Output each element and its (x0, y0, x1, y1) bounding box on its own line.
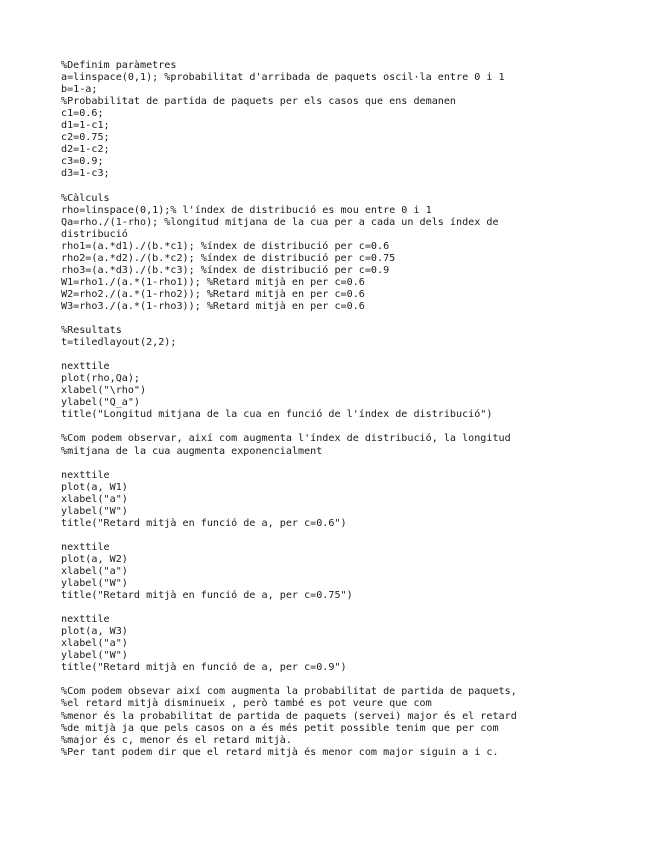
code-line: b=1-a; (61, 84, 98, 96)
code-line: rho=linspace(0,1);% l'índex de distribució es mou entre 0 i 1 (61, 204, 432, 216)
code-line: c3=0.9; (61, 156, 104, 168)
blank-line (61, 180, 631, 192)
code-line: a=linspace(0,1); %probabilitat d'arribada de paquets oscil·la entre 0 i 1 (61, 72, 505, 84)
code-line: %Probabilitat de partida de paquets per els casos que ens demanen (61, 96, 457, 108)
code-line: W2=rho2./(a.*(1-rho2)); %Retard mitjà en per c=0.6 (61, 288, 365, 300)
code-line: xlabel("a") (61, 493, 128, 505)
code-line: d3=1-c3; (61, 168, 110, 180)
code-line: W1=rho1./(a.*(1-rho1)); %Retard mitjà en per c=0.6 (61, 276, 365, 288)
code-line: Qa=rho./(1-rho); %longitud mitjana de la cua per a cada un dels índex de (61, 216, 499, 228)
code-line: %menor és la probabilitat de partida de paquets (servei) major és el retard (61, 710, 517, 722)
code-line: xlabel("\rho") (61, 385, 147, 397)
blank-line (61, 349, 631, 361)
code-line: title("Retard mitjà en funció de a, per c=0.75") (61, 590, 353, 602)
code-line: %Com podem obsevar així com augmenta la probabilitat de partida de paquets, (61, 686, 517, 698)
code-line: ylabel("W") (61, 578, 128, 590)
code-listing (61, 60, 631, 759)
code-line: d2=1-c2; (61, 144, 110, 156)
blank-line (61, 421, 631, 433)
code-line: distribució (61, 228, 128, 240)
code-line: xlabel("a") (61, 565, 128, 577)
code-line: d1=1-c1; (61, 120, 110, 132)
code-line: title("Longitud mitjana de la cua en funció de l'índex de distribució") (61, 409, 493, 421)
code-line: c2=0.75; (61, 132, 110, 144)
blank-line (61, 530, 631, 542)
code-line: %de mitjà ja que pels casos on a és més petit possible tenim que per com (61, 722, 499, 734)
code-line: t=tiledlayout(2,2); (61, 337, 177, 349)
conclusion-block (61, 686, 631, 758)
comment-qa-block (61, 433, 631, 457)
code-line: c1=0.6; (61, 108, 104, 120)
code-line: %el retard mitjà disminueix , però també es pot veure que com (61, 698, 432, 710)
results-block (61, 325, 631, 349)
code-line: %major és c, menor és el retard mitjà. (61, 734, 292, 746)
blank-line (61, 602, 631, 614)
code-line: plot(rho,Qa); (61, 373, 141, 385)
code-line: plot(a, W2) (61, 553, 128, 565)
code-line: %Per tant podem dir que el retard mitjà és menor com major siguin a i c. (61, 746, 499, 758)
code-line: nexttile (61, 541, 110, 553)
code-line: ylabel("Q_a") (61, 397, 141, 409)
blank-line (61, 458, 631, 470)
plot-w1-block (61, 470, 631, 530)
code-line: %mitjana de la cua augmenta exponencialment (61, 445, 323, 457)
code-line: xlabel("a") (61, 638, 128, 650)
code-line: title("Retard mitjà en funció de a, per c=0.9") (61, 662, 347, 674)
code-line: nexttile (61, 614, 110, 626)
code-line: %Definim paràmetres (61, 60, 177, 71)
parameters-block (61, 60, 631, 180)
code-line: %Com podem observar, així com augmenta l'índex de distribució, la longitud (61, 433, 511, 445)
code-line: ylabel("W") (61, 505, 128, 517)
code-line: nexttile (61, 469, 110, 481)
code-line: rho1=(a.*d1)./(b.*c1); %índex de distribució per c=0.6 (61, 240, 390, 252)
code-line: title("Retard mitjà en funció de a, per c=0.6") (61, 517, 347, 529)
plot-w3-block (61, 614, 631, 674)
calculations-block (61, 193, 631, 313)
plot-w2-block (61, 542, 631, 602)
code-line: ylabel("W") (61, 650, 128, 662)
code-line: plot(a, W3) (61, 626, 128, 638)
blank-line (61, 313, 631, 325)
code-line: rho2=(a.*d2)./(b.*c2); %índex de distribució per c=0.75 (61, 252, 396, 264)
plot-qa-block (61, 361, 631, 421)
code-line: %Resultats (61, 325, 122, 337)
code-line: %Càlculs (61, 192, 110, 204)
code-line: plot(a, W1) (61, 481, 128, 493)
code-line: nexttile (61, 361, 110, 373)
blank-line (61, 674, 631, 686)
code-line: rho3=(a.*d3)./(b.*c3); %índex de distribució per c=0.9 (61, 264, 390, 276)
code-line: W3=rho3./(a.*(1-rho3)); %Retard mitjà en per c=0.6 (61, 300, 365, 312)
